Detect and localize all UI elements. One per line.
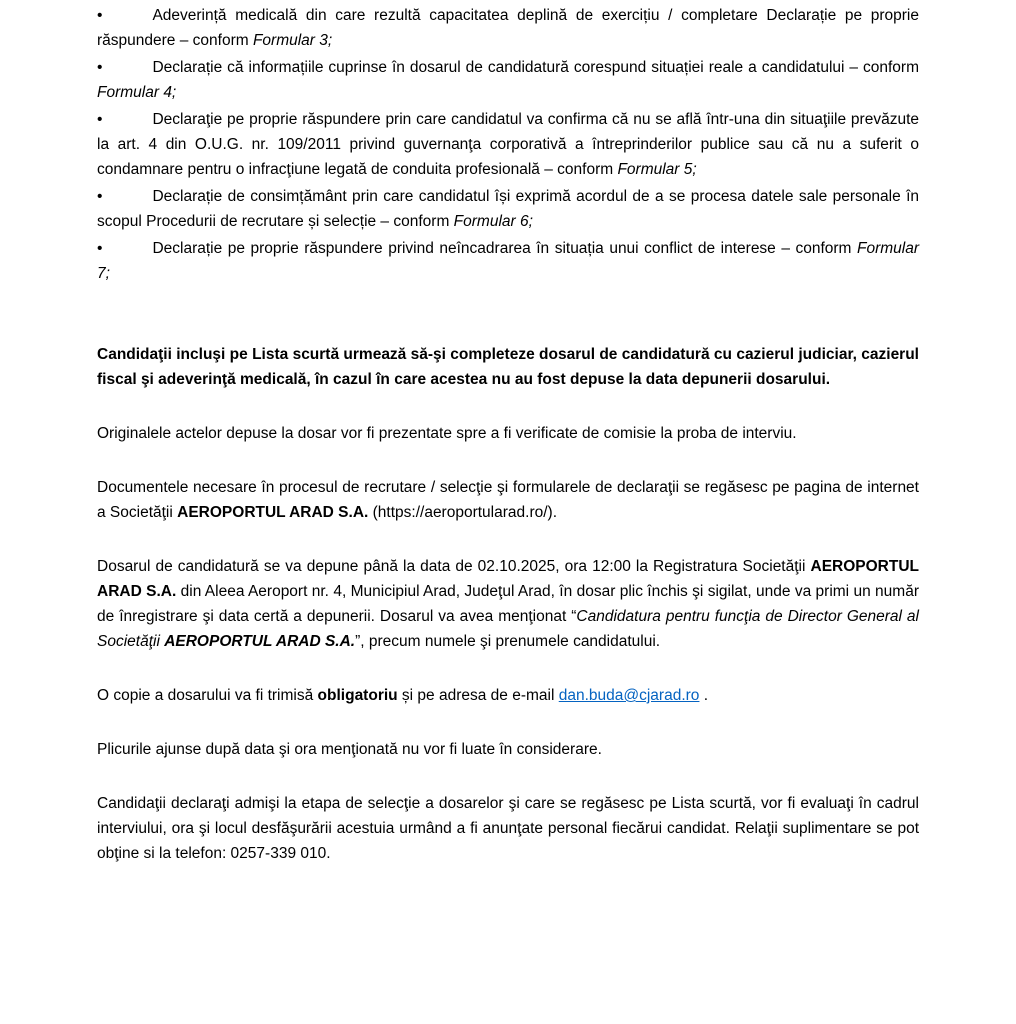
paragraph	[97, 683, 919, 708]
bullet-item	[97, 3, 919, 53]
paragraph	[97, 791, 919, 866]
text-run: O copie a dosarului va fi trimisă	[97, 687, 318, 704]
text-run: AEROPORTUL ARAD S.A.	[97, 558, 919, 600]
text-run: Declarație de consimțământ prin care candidatul își exprimă acordul de a se procesa datele sale personale în scopul Procedurii de recrutare și selecție – conform	[97, 188, 919, 230]
bullet-item	[97, 236, 919, 286]
text-run: .	[699, 687, 709, 704]
text-run: Declarație pe proprie răspundere privind neîncadrarea în situația unui conflict de interese – conform	[152, 240, 857, 257]
blank-line	[97, 656, 919, 681]
bullet-icon: •	[97, 111, 103, 128]
text-run: AEROPORTUL ARAD S.A.	[164, 633, 356, 650]
paragraph	[97, 342, 919, 392]
text-run: obligatoriu	[317, 687, 398, 704]
text-run: Formular 6;	[453, 213, 533, 230]
text-run: ”, precum numele şi prenumele candidatului.	[355, 633, 661, 650]
text-run: Declaraţie pe proprie răspundere prin care candidatul va confirma că nu se află într-una din situaţiile prevăzute la art. 4 din O.U.G. nr. 109/2011 privind guvernanţa corporativă a întreprinderilor publice sau că nu a suferit o condamnare pentru o infracţiune legată de conduita profesională – conform	[97, 111, 919, 178]
text-run: Candidatura pentru funcţia de Director General al Societăţii	[97, 608, 919, 650]
text-run: Formular 4;	[97, 84, 177, 101]
text-run: Documentele necesare în procesul de recrutare / selecţie şi formularele de declaraţii se regăsesc pe pagina de internet a Societăţii	[97, 479, 919, 521]
text-run: Formular 5;	[617, 161, 697, 178]
paragraph	[97, 421, 919, 446]
text-run: și pe adresa de e-mail	[397, 687, 559, 704]
paragraph	[97, 554, 919, 654]
text-run: Plicurile ajunse după data şi ora menţionată nu vor fi luate în considerare.	[97, 741, 602, 758]
blank-line	[97, 764, 919, 789]
text-run: Dosarul de candidatură se va depune până la data de 02.10.2025, ora 12:00 la Registratura Societăţii	[97, 558, 811, 575]
blank-line	[97, 527, 919, 552]
bullet-icon: •	[97, 59, 103, 76]
paragraph	[97, 737, 919, 762]
text-run: Formular 7;	[97, 240, 919, 282]
text-run: Adeverință medicală din care rezultă capacitatea deplină de exercițiu / completare Declarație pe proprie răspundere – conform	[97, 7, 919, 49]
bullet-icon: •	[97, 7, 103, 24]
text-run: Candidaţii declaraţi admişi la etapa de selecţie a dosarelor şi care se regăsesc pe Lista scurtă, vor fi evaluaţi în cadrul interviului, ora şi locul desfăşurării acestuia urmând a fi anunţate personal fiecărui candidat. Relaţii suplimentare se pot obţine si la telefon: 0257-339 010.	[97, 795, 919, 862]
blank-line	[97, 288, 919, 313]
bullet-item	[97, 55, 919, 105]
blank-line	[97, 710, 919, 735]
bullet-icon: •	[97, 188, 103, 205]
bullet-item	[97, 107, 919, 182]
bullet-item	[97, 184, 919, 234]
text-run: din Aleea Aeroport nr. 4, Municipiul Arad, Judeţul Arad, în dosar plic închis şi sigilat, unde va primi un număr de înregistrare şi data certă a depunerii. Dosarul va avea menţionat “	[97, 583, 919, 625]
blank-line	[97, 394, 919, 419]
email-link[interactable]: dan.buda@cjarad.ro	[558, 687, 700, 704]
text-run: Candidaţii incluşi pe Lista scurtă urmează să-şi completeze dosarul de candidatură cu cazierul judiciar, cazierul fiscal şi adeverinţă medicală, în cazul în care acestea nu au fost depuse la data depunerii dosarului.	[97, 346, 919, 388]
text-run: Originalele actelor depuse la dosar vor fi prezentate spre a fi verificate de comisie la proba de interviu.	[97, 425, 797, 442]
paragraph	[97, 475, 919, 525]
text-run: AEROPORTUL ARAD S.A.	[177, 504, 369, 521]
text-run: Declarație că informațiile cuprinse în dosarul de candidatură corespund situației reale a candidatului – conform	[152, 59, 919, 76]
text-run: (https://aeroportularad.ro/).	[368, 504, 557, 521]
blank-line	[97, 448, 919, 473]
blank-line	[97, 315, 919, 340]
document-content	[97, 3, 919, 866]
bullet-icon: •	[97, 240, 103, 257]
text-run: Formular 3;	[252, 32, 333, 49]
